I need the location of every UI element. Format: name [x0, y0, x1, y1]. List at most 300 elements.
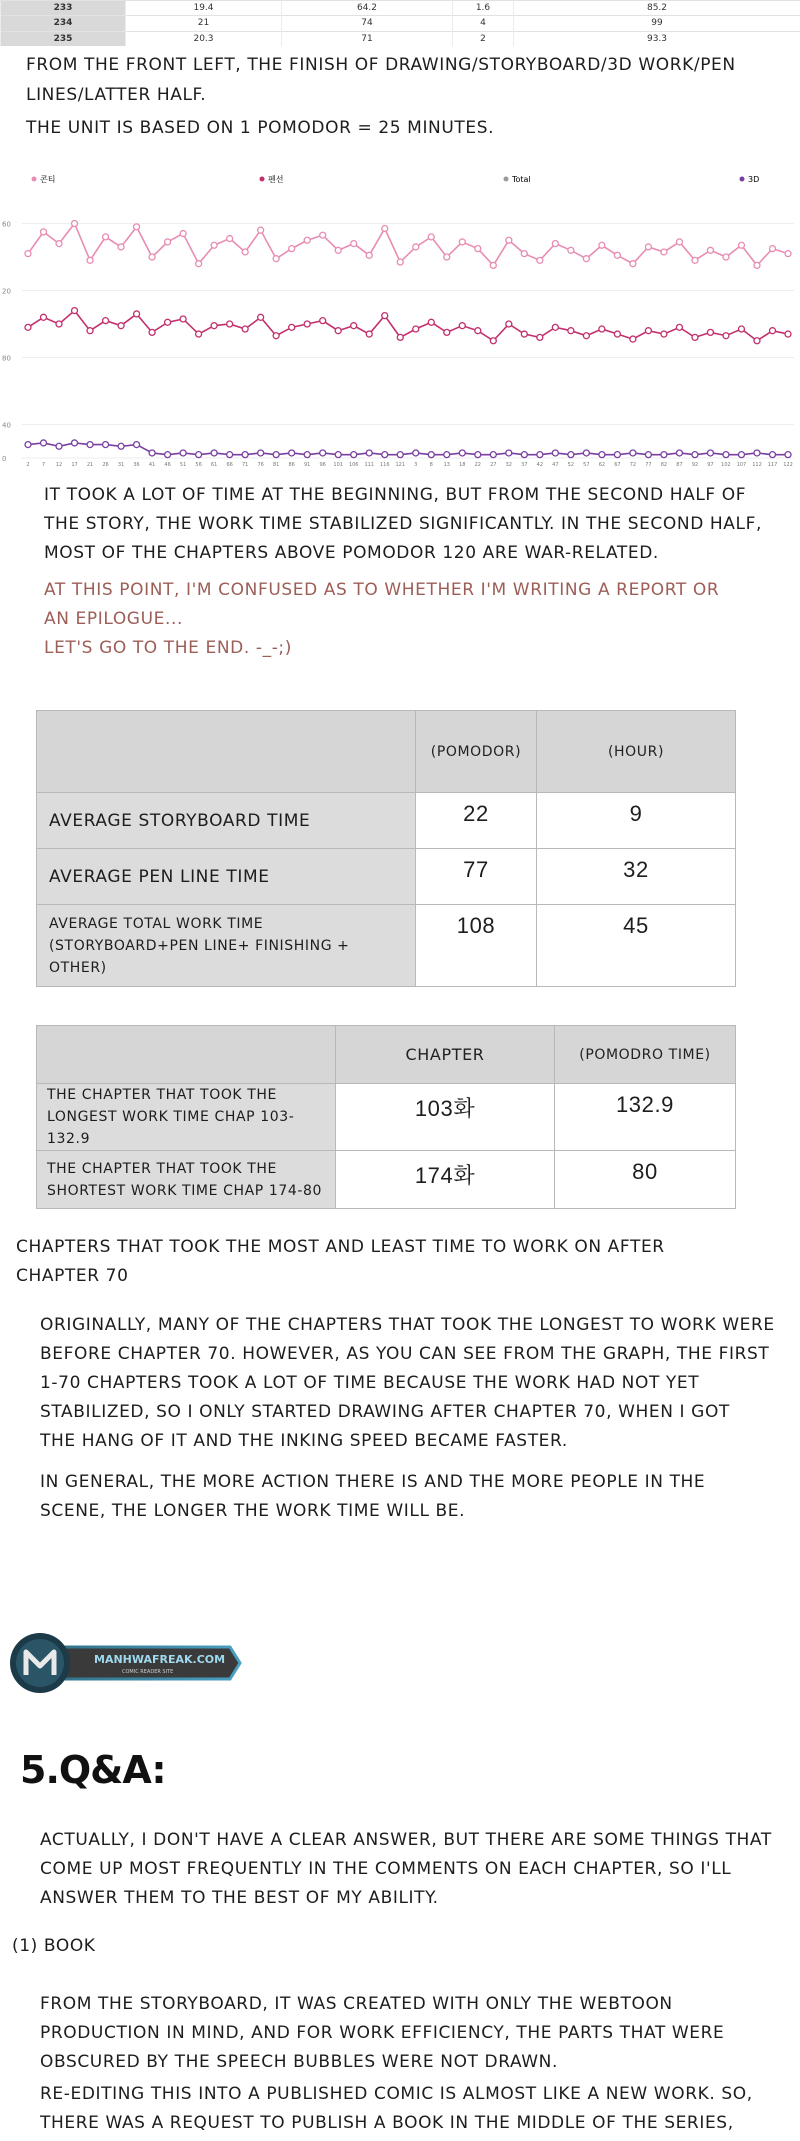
data-point	[599, 326, 605, 332]
data-point	[723, 333, 729, 339]
data-point	[211, 323, 217, 329]
column-header: (POMODOR)	[416, 711, 537, 793]
data-point	[180, 231, 186, 237]
table-row	[37, 1084, 736, 1151]
x-tick-label: 67	[614, 462, 621, 468]
value-hour: 32	[537, 849, 736, 905]
x-tick-label: 32	[505, 462, 513, 468]
data-point	[335, 452, 341, 458]
data-point	[661, 249, 667, 255]
table-row	[1, 31, 800, 46]
x-tick-label: 77	[645, 462, 652, 468]
data-point	[475, 246, 481, 252]
data-point	[723, 452, 729, 458]
legend-marker	[32, 177, 37, 182]
data-point	[304, 237, 310, 243]
aside-line: LET'S GO TO THE END. -_-;)	[44, 638, 292, 658]
average-time-table	[36, 710, 736, 987]
paragraph-line: COME UP MOST FREQUENTLY IN THE COMMENTS ON EACH CHAPTER, SO I'LL	[40, 1859, 732, 1879]
data-point	[692, 452, 698, 458]
data-point	[785, 251, 791, 257]
paragraph-line: IN GENERAL, THE MORE ACTION THERE IS AND THE MORE PEOPLE IN THE	[40, 1472, 706, 1492]
x-tick-label: 116	[379, 462, 390, 468]
table-cell: 4	[453, 16, 514, 31]
data-point	[676, 450, 682, 456]
row-label: AVERAGE PEN LINE TIME	[37, 849, 416, 905]
x-tick-label: 111	[364, 462, 374, 468]
data-point	[738, 326, 744, 332]
data-point	[258, 314, 264, 320]
data-point	[568, 247, 574, 253]
aside-line: AT THIS POINT, I'M CONFUSED AS TO WHETHER I'M WRITING A REPORT OR	[44, 580, 720, 600]
chapter-value: 174화	[336, 1151, 555, 1209]
data-point	[72, 308, 78, 314]
data-point	[614, 452, 620, 458]
data-point	[118, 244, 124, 250]
legend-label: 콘티	[40, 175, 56, 184]
x-tick-label: 27	[490, 462, 497, 468]
x-tick-label: 96	[319, 462, 326, 468]
data-point	[366, 331, 372, 337]
data-point	[289, 324, 295, 330]
paragraph-action	[40, 1468, 792, 1526]
data-point	[754, 338, 760, 344]
data-point	[165, 452, 171, 458]
data-point	[289, 450, 295, 456]
paragraph-line: ANSWER THEM TO THE BEST OF MY ABILITY.	[40, 1888, 439, 1908]
legend-label: Total	[512, 175, 531, 184]
data-point	[521, 251, 527, 257]
data-point	[118, 323, 124, 329]
x-tick-label: 87	[676, 462, 683, 468]
data-point	[103, 442, 109, 448]
data-point	[769, 452, 775, 458]
data-point	[645, 328, 651, 334]
data-point	[661, 331, 667, 337]
data-point	[521, 452, 527, 458]
data-point	[25, 324, 31, 330]
data-point	[41, 229, 47, 235]
data-point	[552, 324, 558, 330]
data-point	[242, 452, 248, 458]
x-tick-label: 112	[752, 462, 762, 468]
y-tick-label: 0	[2, 455, 7, 463]
paragraph-line: SCENE, THE LONGER THE WORK TIME WILL BE.	[40, 1501, 466, 1521]
data-point	[227, 321, 233, 327]
data-point	[552, 450, 558, 456]
y-tick-label: 80	[2, 354, 11, 363]
table-cell: 74	[282, 16, 453, 31]
data-point	[676, 239, 682, 245]
data-point	[41, 440, 47, 446]
heading-line: CHAPTERS THAT TOOK THE MOST AND LEAST TIME TO WORK ON AFTER	[16, 1237, 665, 1257]
data-point	[320, 318, 326, 324]
data-point	[614, 331, 620, 337]
data-point	[304, 321, 310, 327]
data-point	[506, 237, 512, 243]
data-point	[444, 329, 450, 335]
paragraph-line: RE-EDITING THIS INTO A PUBLISHED COMIC IS ALMOST LIKE A NEW WORK. SO,	[40, 2084, 753, 2104]
data-point	[366, 450, 372, 456]
value-pomodor: 108	[416, 905, 537, 987]
data-point	[537, 257, 543, 263]
x-tick-label: 92	[691, 462, 699, 468]
data-point	[180, 450, 186, 456]
table-cell: 20.3	[126, 31, 282, 46]
x-tick-label: 3	[414, 462, 418, 468]
legend-marker	[740, 177, 745, 182]
row-label: AVERAGE TOTAL WORK TIME (STORYBOARD+PEN LINE+ FINISHING + OTHER)	[37, 905, 416, 987]
data-point	[134, 224, 140, 230]
qa-title: 5.Q&A:	[20, 1748, 166, 1792]
paragraph-line: THE STORY, THE WORK TIME STABILIZED SIGNIFICANTLY. IN THE SECOND HALF,	[44, 514, 762, 534]
x-tick-label: 41	[148, 462, 156, 468]
data-point	[211, 242, 217, 248]
x-tick-label: 56	[195, 462, 202, 468]
data-point	[568, 328, 574, 334]
table-cell: 93.3	[514, 31, 800, 46]
data-point	[568, 452, 574, 458]
table-cell: 64.2	[282, 1, 453, 16]
data-point	[428, 319, 434, 325]
value-hour: 9	[537, 793, 736, 849]
data-point	[413, 326, 419, 332]
row-label: THE CHAPTER THAT TOOK THE LONGEST WORK TIME CHAP 103-132.9	[37, 1084, 336, 1151]
data-point	[707, 329, 713, 335]
data-point	[335, 247, 341, 253]
data-point	[273, 333, 279, 339]
series-line	[28, 224, 788, 266]
data-point	[211, 450, 217, 456]
row-label: THE CHAPTER THAT TOOK THE SHORTEST WORK TIME CHAP 174-80	[37, 1151, 336, 1209]
x-tick-label: 91	[303, 462, 311, 468]
brand-name: MANHWAFREAK.COM	[94, 1653, 226, 1666]
qa-item-body	[40, 1990, 792, 2077]
data-point	[134, 442, 140, 448]
x-tick-label: 31	[117, 462, 125, 468]
data-point	[583, 333, 589, 339]
table-cell: 21	[126, 16, 282, 31]
data-point	[335, 328, 341, 334]
x-tick-label: 102	[721, 462, 731, 468]
x-tick-label: 52	[567, 462, 575, 468]
data-point	[72, 221, 78, 227]
data-point	[521, 331, 527, 337]
data-point	[149, 450, 155, 456]
data-point	[242, 326, 248, 332]
data-point	[320, 232, 326, 238]
data-point	[41, 314, 47, 320]
x-tick-label: 82	[660, 462, 668, 468]
data-point	[351, 323, 357, 329]
data-point	[754, 450, 760, 456]
data-point	[537, 334, 543, 340]
value-pomodor: 77	[416, 849, 537, 905]
data-point	[273, 256, 279, 262]
paragraph-line: ORIGINALLY, MANY OF THE CHAPTERS THAT TOOK THE LONGEST TO WORK WERE	[40, 1315, 775, 1335]
data-point	[676, 324, 682, 330]
data-point	[645, 452, 651, 458]
legend-marker	[504, 177, 509, 182]
data-point	[382, 313, 388, 319]
legend-label: 3D	[748, 175, 760, 184]
data-point	[599, 242, 605, 248]
data-point	[134, 311, 140, 317]
data-point	[506, 321, 512, 327]
data-point	[382, 452, 388, 458]
data-point	[583, 256, 589, 262]
x-tick-label: 86	[288, 462, 295, 468]
qa-intro	[40, 1826, 792, 1913]
chapter-data-table	[0, 0, 800, 46]
y-tick-label: 60	[2, 220, 11, 229]
data-point	[382, 226, 388, 232]
x-tick-label: 21	[86, 462, 94, 468]
data-point	[289, 246, 295, 252]
data-point	[428, 452, 434, 458]
paragraph-line: IT TOOK A LOT OF TIME AT THE BEGINNING, BUT FROM THE SECOND HALF OF	[44, 485, 747, 505]
table-row	[37, 849, 736, 905]
data-point	[397, 259, 403, 265]
data-point	[692, 334, 698, 340]
data-point	[397, 334, 403, 340]
heading-line: CHAPTER 70	[16, 1266, 129, 1286]
data-point	[459, 323, 465, 329]
empty-header	[37, 711, 416, 793]
data-point	[785, 452, 791, 458]
x-tick-label: 71	[241, 462, 249, 468]
column-header: CHAPTER	[336, 1026, 555, 1084]
data-point	[537, 452, 543, 458]
value-hour: 45	[537, 905, 736, 987]
data-point	[87, 257, 93, 263]
data-point	[25, 251, 31, 257]
intro-line: FROM THE FRONT LEFT, THE FINISH OF DRAWING/STORYBOARD/3D WORK/PEN LINES/LATTER HALF.	[26, 55, 736, 105]
brand-sub: COMIC READER SITE	[122, 1669, 174, 1675]
x-tick-label: 106	[348, 462, 359, 468]
table-cell: 85.2	[514, 1, 800, 16]
data-point	[87, 442, 93, 448]
paragraph-line: THE HANG OF IT AND THE INKING SPEED BECAME FASTER.	[40, 1431, 568, 1451]
x-tick-label: 66	[226, 462, 233, 468]
data-point	[397, 452, 403, 458]
x-tick-label: 81	[272, 462, 280, 468]
data-point	[738, 242, 744, 248]
data-point	[490, 338, 496, 344]
row-index: 234	[1, 16, 126, 31]
y-tick-label: 20	[2, 287, 11, 296]
data-point	[475, 452, 481, 458]
site-watermark	[4, 1630, 244, 1696]
x-tick-label: 8	[429, 462, 433, 468]
table-cell: 71	[282, 31, 453, 46]
data-point	[459, 450, 465, 456]
data-point	[258, 227, 264, 233]
paragraph-chapter-70	[40, 1311, 792, 1456]
data-point	[428, 234, 434, 240]
data-point	[459, 239, 465, 245]
data-point	[769, 246, 775, 252]
data-point	[273, 452, 279, 458]
data-point	[103, 234, 109, 240]
paragraph-line: BEFORE CHAPTER 70. HOWEVER, AS YOU CAN SEE FROM THE GRAPH, THE FIRST	[40, 1344, 770, 1364]
x-tick-label: 17	[71, 462, 78, 468]
table-row	[37, 1151, 736, 1209]
work-time-line-chart	[0, 168, 800, 468]
data-point	[552, 241, 558, 247]
row-index: 235	[1, 31, 126, 46]
x-tick-label: 107	[736, 462, 747, 468]
x-tick-label: 46	[164, 462, 171, 468]
data-point	[506, 450, 512, 456]
data-point	[196, 452, 202, 458]
data-point	[630, 336, 636, 342]
x-tick-label: 57	[583, 462, 590, 468]
data-point	[304, 452, 310, 458]
series-line	[28, 311, 788, 341]
paragraph-line: OBSCURED BY THE SPEECH BUBBLES WERE NOT DRAWN.	[40, 2052, 558, 2072]
data-point	[180, 316, 186, 322]
x-tick-label: 22	[474, 462, 481, 468]
data-point	[227, 236, 233, 242]
data-point	[149, 254, 155, 260]
data-point	[769, 328, 775, 334]
data-point	[56, 241, 62, 247]
data-point	[25, 442, 31, 448]
data-point	[56, 443, 62, 449]
paragraph-line: ACTUALLY, I DON'T HAVE A CLEAR ANSWER, BUT THERE ARE SOME THINGS THAT	[40, 1830, 772, 1850]
x-tick-label: 101	[333, 462, 343, 468]
table-header-row	[37, 1026, 736, 1084]
data-point	[599, 452, 605, 458]
data-point	[118, 443, 124, 449]
series-line	[28, 443, 788, 455]
paragraph-line: FROM THE STORYBOARD, IT WAS CREATED WITH ONLY THE WEBTOON	[40, 1994, 673, 2014]
table-row	[37, 905, 736, 987]
qa-item-body-2	[40, 2080, 792, 2138]
table-row	[1, 1, 800, 16]
data-point	[490, 262, 496, 268]
x-tick-label: 42	[536, 462, 544, 468]
intro-line: THE UNIT IS BASED ON 1 POMODOR = 25 MINUTES.	[26, 118, 495, 138]
table-cell: 1.6	[453, 1, 514, 16]
data-point	[707, 247, 713, 253]
data-point	[351, 452, 357, 458]
value-pomodor: 22	[416, 793, 537, 849]
table-row	[1, 16, 800, 31]
data-point	[413, 450, 419, 456]
table-cell: 2	[453, 31, 514, 46]
x-tick-label: 51	[179, 462, 187, 468]
data-point	[661, 452, 667, 458]
data-point	[738, 452, 744, 458]
x-tick-label: 72	[629, 462, 637, 468]
data-point	[149, 329, 155, 335]
data-point	[630, 261, 636, 267]
table-header-row	[37, 711, 736, 793]
aside-line: AN EPILOGUE...	[44, 609, 183, 629]
row-label: AVERAGE STORYBOARD TIME	[37, 793, 416, 849]
x-tick-label: 121	[395, 462, 406, 468]
x-tick-label: 26	[102, 462, 109, 468]
data-point	[692, 257, 698, 263]
x-tick-label: 76	[257, 462, 264, 468]
data-point	[413, 244, 419, 250]
data-point	[707, 450, 713, 456]
paragraph-line: THERE WAS A REQUEST TO PUBLISH A BOOK IN THE MIDDLE OF THE SERIES,	[40, 2113, 734, 2133]
x-tick-label: 97	[707, 462, 714, 468]
paragraph-line: STABILIZED, SO I ONLY STARTED DRAWING AFTER CHAPTER 70, WHEN I GOT	[40, 1402, 730, 1422]
data-point	[614, 252, 620, 258]
x-tick-label: 18	[459, 462, 466, 468]
data-point	[490, 452, 496, 458]
table-cell: 19.4	[126, 1, 282, 16]
data-point	[196, 261, 202, 267]
data-point	[103, 318, 109, 324]
x-tick-label: 62	[598, 462, 606, 468]
data-point	[351, 241, 357, 247]
data-point	[87, 328, 93, 334]
data-point	[320, 450, 326, 456]
data-point	[196, 331, 202, 337]
data-point	[444, 452, 450, 458]
data-point	[630, 450, 636, 456]
x-tick-label: 61	[210, 462, 218, 468]
data-point	[475, 328, 481, 334]
paragraph-line: PRODUCTION IN MIND, AND FOR WORK EFFICIENCY, THE PARTS THAT WERE	[40, 2023, 725, 2043]
column-header: (POMODRO TIME)	[555, 1026, 736, 1084]
chapter-value: 103화	[336, 1084, 555, 1151]
x-tick-label: 13	[443, 462, 450, 468]
table-cell: 99	[514, 16, 800, 31]
x-tick-label: 12	[55, 462, 63, 468]
empty-header	[37, 1026, 336, 1084]
data-point	[754, 262, 760, 268]
intro-text	[26, 50, 786, 143]
column-header: (HOUR)	[537, 711, 736, 793]
legend-marker	[260, 177, 265, 182]
row-index: 233	[1, 1, 126, 16]
watermark-logo	[4, 1630, 244, 1696]
data-point	[165, 239, 171, 245]
data-point	[444, 254, 450, 260]
x-tick-label: 37	[521, 462, 528, 468]
legend-label: 펜선	[268, 175, 284, 184]
data-point	[72, 440, 78, 446]
x-tick-label: 122	[783, 462, 793, 468]
data-point	[56, 321, 62, 327]
x-tick-label: 2	[26, 462, 30, 468]
qa-item-label: (1) BOOK	[12, 1936, 96, 1956]
paragraph-work-time	[44, 481, 784, 568]
x-tick-label: 7	[41, 462, 46, 468]
data-point	[258, 450, 264, 456]
paragraph-line: 1-70 CHAPTERS TOOK A LOT OF TIME BECAUSE THE WORK HAD NOT YET	[40, 1373, 700, 1393]
table-row	[37, 793, 736, 849]
data-point	[645, 244, 651, 250]
longest-shortest-table	[36, 1025, 736, 1209]
x-tick-label: 47	[552, 462, 559, 468]
section-heading	[16, 1233, 786, 1291]
pomodoro-value: 80	[555, 1151, 736, 1209]
aside-comment	[44, 576, 784, 663]
data-point	[366, 252, 372, 258]
data-point	[583, 450, 589, 456]
y-tick-label: 40	[2, 421, 11, 430]
paragraph-line: MOST OF THE CHAPTERS ABOVE POMODOR 120 ARE WAR-RELATED.	[44, 543, 659, 563]
data-point	[227, 452, 233, 458]
pomodoro-value: 132.9	[555, 1084, 736, 1151]
